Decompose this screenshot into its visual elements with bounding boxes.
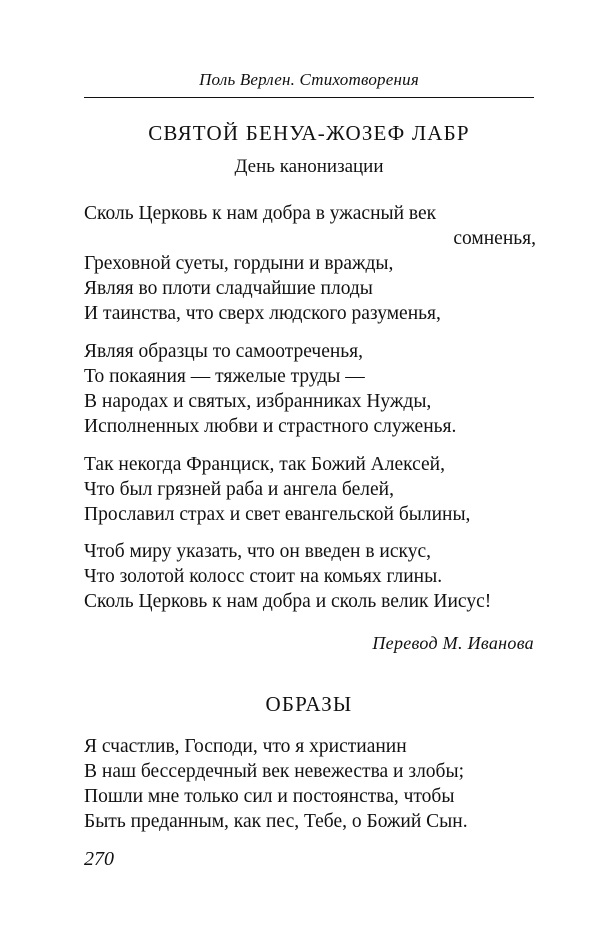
running-header: Поль Верлен. Стихотворения <box>199 70 419 89</box>
verse-line: Так некогда Франциск, так Божий Алексей, <box>84 454 445 475</box>
verse-line: И таинства, что сверх людского разуменья, <box>84 303 441 324</box>
stanza-2 <box>84 339 536 439</box>
verse-line: Пошли мне только сил и постоянства, чтобы <box>84 786 455 807</box>
page-number: 270 <box>84 848 114 870</box>
verse-line: То покаяния — тяжелые труды — <box>84 366 365 387</box>
verse-line: Я счастлив, Господи, что я христианин <box>84 736 407 757</box>
verse-line: Являя образцы то самоотреченья, <box>84 341 364 362</box>
verse-line: Сколь Церковь к нам добра в ужасный век <box>84 203 437 224</box>
stanza-4 <box>84 539 536 614</box>
verse-line: В наш бессердечный век невежества и злобы; <box>84 761 464 782</box>
header-rule <box>84 97 534 98</box>
poem-title: СВЯТОЙ БЕНУА-ЖОЗЕФ ЛАБР <box>148 121 470 145</box>
verse-line: Чтоб миру указать, что он введен в искус, <box>84 541 431 562</box>
translator-credit: Перевод М. Иванова <box>372 633 534 653</box>
verse-line: Греховной суеты, гордыни и вражды, <box>84 253 394 274</box>
verse-line: Исполненных любви и страстного служенья. <box>84 416 457 437</box>
poem-subtitle: День канонизации <box>234 156 384 177</box>
verse-line: Быть преданным, как пес, Тебе, о Божий Сын. <box>84 811 468 832</box>
verse-line: Сколь Церковь к нам добра и сколь велик Иисус! <box>84 591 492 612</box>
stanza-3 <box>84 452 536 527</box>
stanza-1 <box>84 734 536 834</box>
poem-title: ОБРАЗЫ <box>265 692 353 716</box>
verse-line: Прославил страх и свет евангельской былины, <box>84 504 471 525</box>
verse-line: В народах и святых, избранниках Нужды, <box>84 391 432 412</box>
verse-line-continuation: сомненья, <box>453 228 536 249</box>
verse-line: Что золотой колосс стоит на комьях глины. <box>84 566 443 587</box>
verse-line: Являя во плоти сладчайшие плоды <box>84 278 373 299</box>
verse-line: Что был грязней раба и ангела белей, <box>84 479 394 500</box>
stanza-1 <box>84 201 536 326</box>
